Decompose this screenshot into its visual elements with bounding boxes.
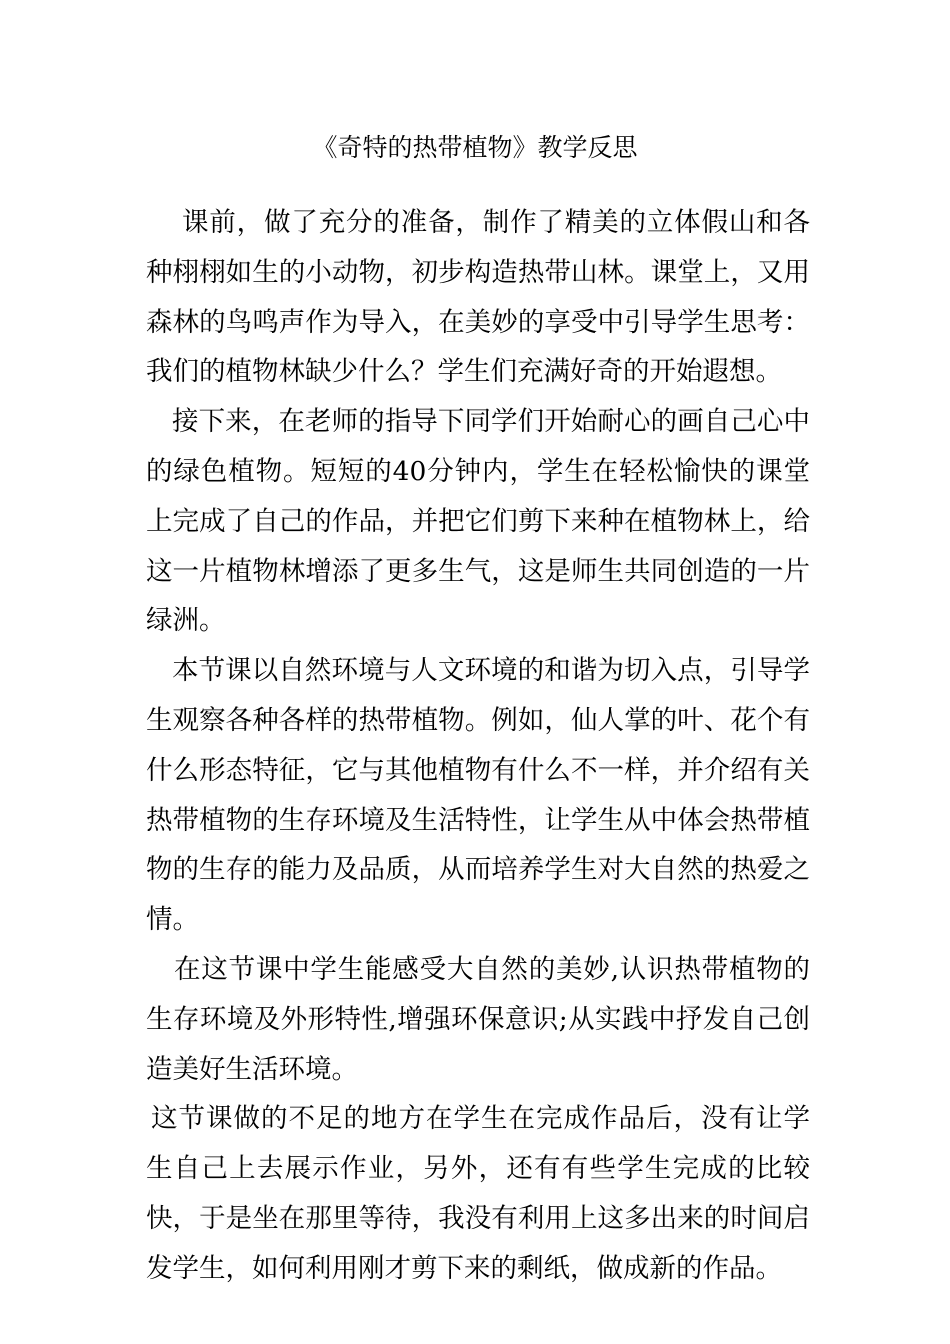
- paragraph-preparation: 课前，做了充分的准备，制作了精美的立体假山和各种栩栩如生的小动物，初步构造热带山林。课堂上，又用森林的鸟鸣声作为导入，在美妙的享受中引导学生思考：我们的植物林缺少什么？学生们充满好奇的开始遐想。: [146, 207, 810, 388]
- paragraph-shortcomings: 这节课做的不足的地方在学生在完成作品后，没有让学生自己上去展示作业，另外，还有有些学生完成的比较快，于是坐在那里等待，我没有利用上这多出来的时间启发学生，如何利用刚才剪下来的剩纸，做成新的作品。: [146, 1103, 810, 1284]
- paragraph-student-gains: 在这节课中学生能感受大自然的美妙,认识热带植物的生存环境及外形特性,增强环保意识;从实践中抒发自己创造美好生活环境。: [146, 953, 810, 1085]
- document-body: [146, 198, 810, 1294]
- paragraph-drawing-activity: 接下来，在老师的指导下同学们开始耐心的画自己心中的绿色植物。短短的40分钟内，学生在轻松愉快的课堂上完成了自己的作品，并把它们剪下来种在植物林上，给这一片植物林增添了更多生气，这是师生共同创造的一片绿洲。: [146, 406, 810, 637]
- paragraph-lesson-focus: 本节课以自然环境与人文环境的和谐为切入点，引导学生观察各种各样的热带植物。例如，仙人掌的叶、花个有什么形态特征，它与其他植物有什么不一样，并介绍有关热带植物的生存环境及生活特性，让学生从中体会热带植物的生存的能力及品质，从而培养学生对大自然的热爱之情。: [146, 655, 810, 936]
- document-title: 《奇特的热带植物》教学反思: [312, 133, 638, 162]
